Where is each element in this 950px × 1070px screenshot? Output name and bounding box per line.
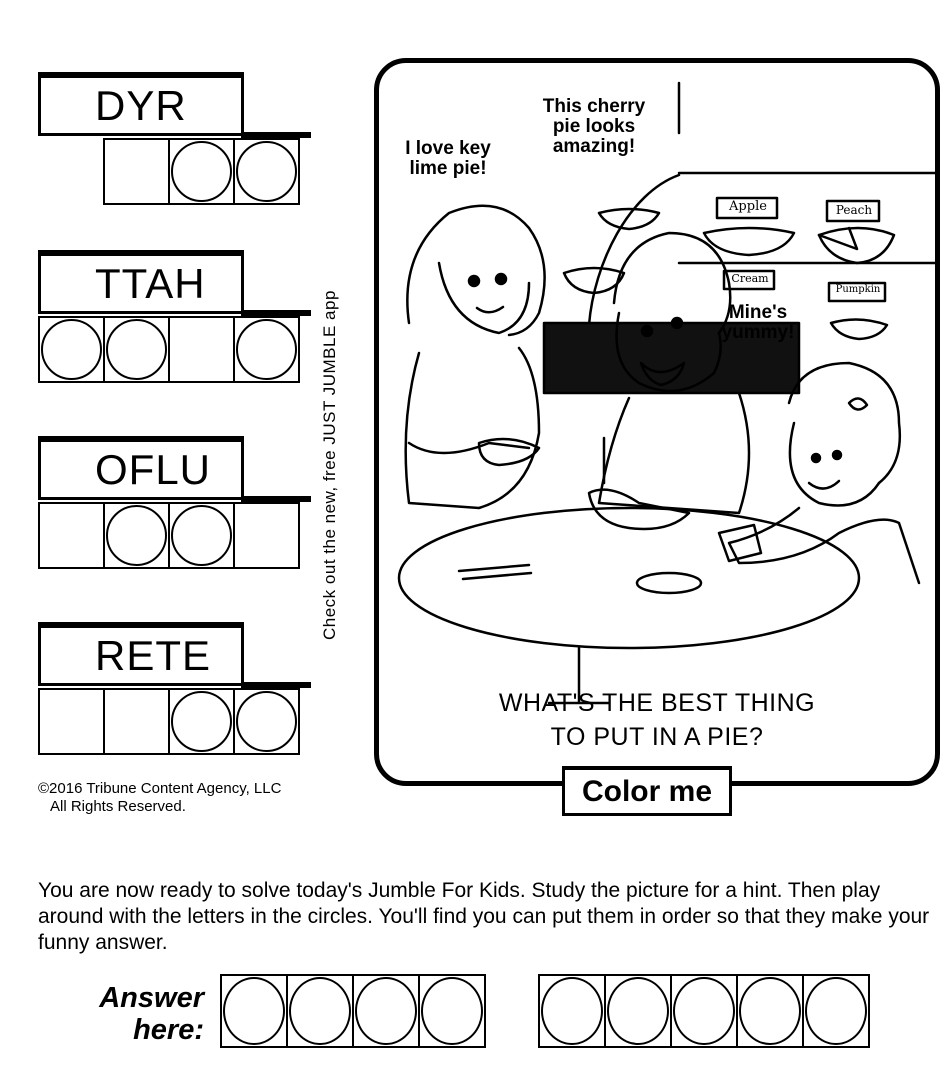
cartoon-panel	[374, 58, 940, 786]
letter-circle[interactable]	[103, 502, 170, 569]
label-cream: Cream	[731, 272, 769, 285]
letter-circle[interactable]	[38, 316, 105, 383]
answer-circle[interactable]	[736, 974, 804, 1048]
letter-circle[interactable]	[233, 316, 300, 383]
answer-circle[interactable]	[802, 974, 870, 1048]
letter-circle[interactable]	[233, 688, 300, 755]
riddle-line-1: WHAT'S THE BEST THING	[498, 689, 816, 717]
letter-square[interactable]	[168, 316, 235, 383]
scrambled-word: RETE	[38, 622, 244, 686]
answer-circle[interactable]	[220, 974, 288, 1048]
answer-circle[interactable]	[418, 974, 486, 1048]
label-peach: Peach	[835, 203, 873, 217]
answer-circle[interactable]	[670, 974, 738, 1048]
copyright-notice	[38, 780, 281, 816]
label-pumpkin: Pumpkin	[835, 284, 881, 295]
app-promo-text: Check out the new, free JUST JUMBLE app	[320, 290, 339, 640]
letter-circle[interactable]	[233, 138, 300, 205]
scrambled-word: TTAH	[38, 250, 244, 314]
letter-square[interactable]	[38, 502, 105, 569]
answer-circle[interactable]	[352, 974, 420, 1048]
answer-label-line-2: here:	[133, 1014, 204, 1046]
color-me-badge: Color me	[562, 766, 732, 816]
instructions-text: You are now ready to solve today's Jumble For Kids. Study the picture for a hint. Then play around with the letters in the circles. You'll find you can put them in order so that they make your funny answer.	[38, 879, 930, 954]
letter-circle[interactable]	[103, 316, 170, 383]
speech-cherry-pie: This cherry pie looks amazing!	[542, 96, 646, 157]
letter-square[interactable]	[103, 688, 170, 755]
riddle-line-2: TO PUT IN A PIE?	[550, 723, 764, 751]
scrambled-word: DYR	[38, 72, 244, 136]
label-apple: Apple	[729, 199, 767, 214]
copyright-line-2: All Rights Reserved.	[50, 798, 186, 815]
copyright-line-1: ©2016 Tribune Content Agency, LLC	[38, 780, 282, 797]
letter-circle[interactable]	[168, 502, 235, 569]
answer-label	[72, 982, 204, 1046]
answer-label-line-1: Answer	[99, 982, 204, 1014]
answer-word-1	[222, 974, 486, 1048]
answer-circle[interactable]	[538, 974, 606, 1048]
speech-key-lime: I love key lime pie!	[405, 138, 491, 179]
answer-circle[interactable]	[604, 974, 672, 1048]
scrambled-word: OFLU	[38, 436, 244, 500]
letter-square[interactable]	[233, 502, 300, 569]
answer-circle[interactable]	[286, 974, 354, 1048]
letter-square[interactable]	[103, 138, 170, 205]
letter-circle[interactable]	[168, 688, 235, 755]
letter-circle[interactable]	[168, 138, 235, 205]
answer-word-2	[540, 974, 870, 1048]
letter-square[interactable]	[38, 688, 105, 755]
speech-yummy: Mine's yummy!	[721, 302, 795, 343]
